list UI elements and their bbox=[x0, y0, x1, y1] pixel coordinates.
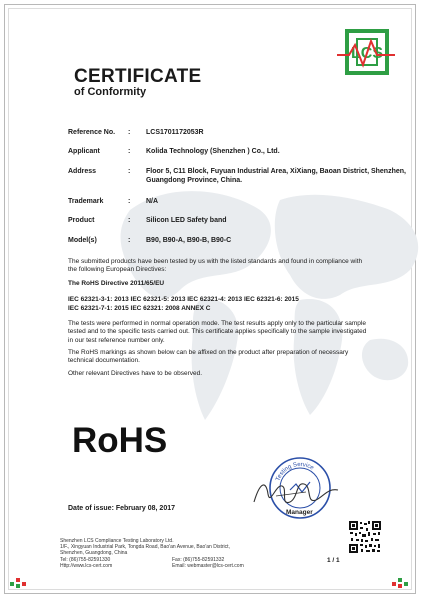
footer-address-1: 1/F., Xingyuan Industrial Park, Tongda Road, Bao'an Avenue, Bao'an District, bbox=[60, 544, 230, 551]
certificate-title: CERTIFICATE bbox=[74, 66, 202, 87]
field-value: Silicon LED Safety band bbox=[146, 217, 227, 224]
signature-label: Manager bbox=[286, 509, 313, 516]
footer-web-row bbox=[60, 562, 244, 569]
field-value: B90, B90-A, B90-B, B90-C bbox=[146, 237, 232, 244]
certificate-subtitle: of Conformity bbox=[74, 86, 147, 98]
corner-dots-right bbox=[392, 578, 414, 588]
footer-tel: Tel: (86)755-82591330 bbox=[60, 556, 111, 563]
standards-line-2: IEC 62321-7-1: 2015 IEC 62321: 2008 ANNEX C bbox=[68, 305, 211, 312]
field-value: N/A bbox=[146, 198, 159, 205]
field-colon: : bbox=[128, 168, 131, 175]
corner-dots-left bbox=[10, 578, 32, 588]
field-label: Trademark bbox=[68, 198, 104, 205]
footer-address-2: Shenzhen, Guangdong, China bbox=[60, 550, 128, 557]
field-value: Kolida Technology (Shenzhen ) Co., Ltd. bbox=[146, 148, 280, 155]
field-colon: : bbox=[128, 148, 131, 155]
markings-paragraph: The RoHS markings as shown below can be affixed on the product after preparation of necessary technical documentation. bbox=[68, 349, 349, 365]
footer-company: Shenzhen LCS Compliance Testing Laboratory Ltd. bbox=[60, 538, 174, 544]
standards-line-1: IEC 62321-3-1: 2013 IEC 62321-5: 2013 IEC 62321-4: 2013 IEC 62321-6: 2015 bbox=[68, 296, 299, 303]
rohs-mark: RoHS bbox=[72, 421, 168, 460]
issue-date: Date of issue: February 08, 2017 bbox=[68, 505, 175, 512]
field-label: Reference No. bbox=[68, 129, 116, 136]
logo-text: LCS bbox=[351, 45, 383, 62]
qr-code bbox=[348, 520, 382, 554]
field-label: Applicant bbox=[68, 148, 100, 155]
other-directives-line: Other relevant Directives have to be observed. bbox=[68, 370, 203, 377]
field-colon: : bbox=[128, 198, 131, 205]
directive-line: The RoHS Directive 2011/65/EU bbox=[68, 280, 165, 287]
manager-signature bbox=[246, 472, 346, 516]
tests-paragraph: The tests were performed in normal operation mode. The test results apply only to the particular sample tested and to the specific tests carried out. This certificate applies specifically to the sample investigated in our test reference number only. bbox=[68, 320, 367, 344]
field-colon: : bbox=[128, 129, 131, 136]
stamp-text: Testing Service bbox=[275, 461, 315, 482]
field-colon: : bbox=[128, 237, 131, 244]
field-label: Address bbox=[68, 168, 97, 175]
footer-fax: Fax: (86)755-82591332 bbox=[172, 556, 225, 563]
footer-web: Http://www.lcs-cert.com bbox=[60, 562, 113, 569]
field-label: Product bbox=[68, 217, 95, 224]
lcs-logo bbox=[337, 27, 395, 77]
footer-email: Email: webmaster@lcs-cert.com bbox=[172, 562, 244, 569]
field-colon: : bbox=[128, 217, 131, 224]
footer-contact bbox=[60, 538, 244, 569]
field-value: LCS1701172053R bbox=[146, 129, 204, 136]
field-value: Floor 5, C11 Block, Fuyuan Industrial Area, XiXiang, Baoan District, Shenzhen, Guangdong Province, China. bbox=[146, 168, 406, 184]
field-label: Model(s) bbox=[68, 237, 97, 244]
page-number: 1 / 1 bbox=[327, 557, 340, 564]
intro-paragraph: The submitted products have been tested by us with the listed standards and found in compliance with the following European Directives: bbox=[68, 258, 363, 274]
